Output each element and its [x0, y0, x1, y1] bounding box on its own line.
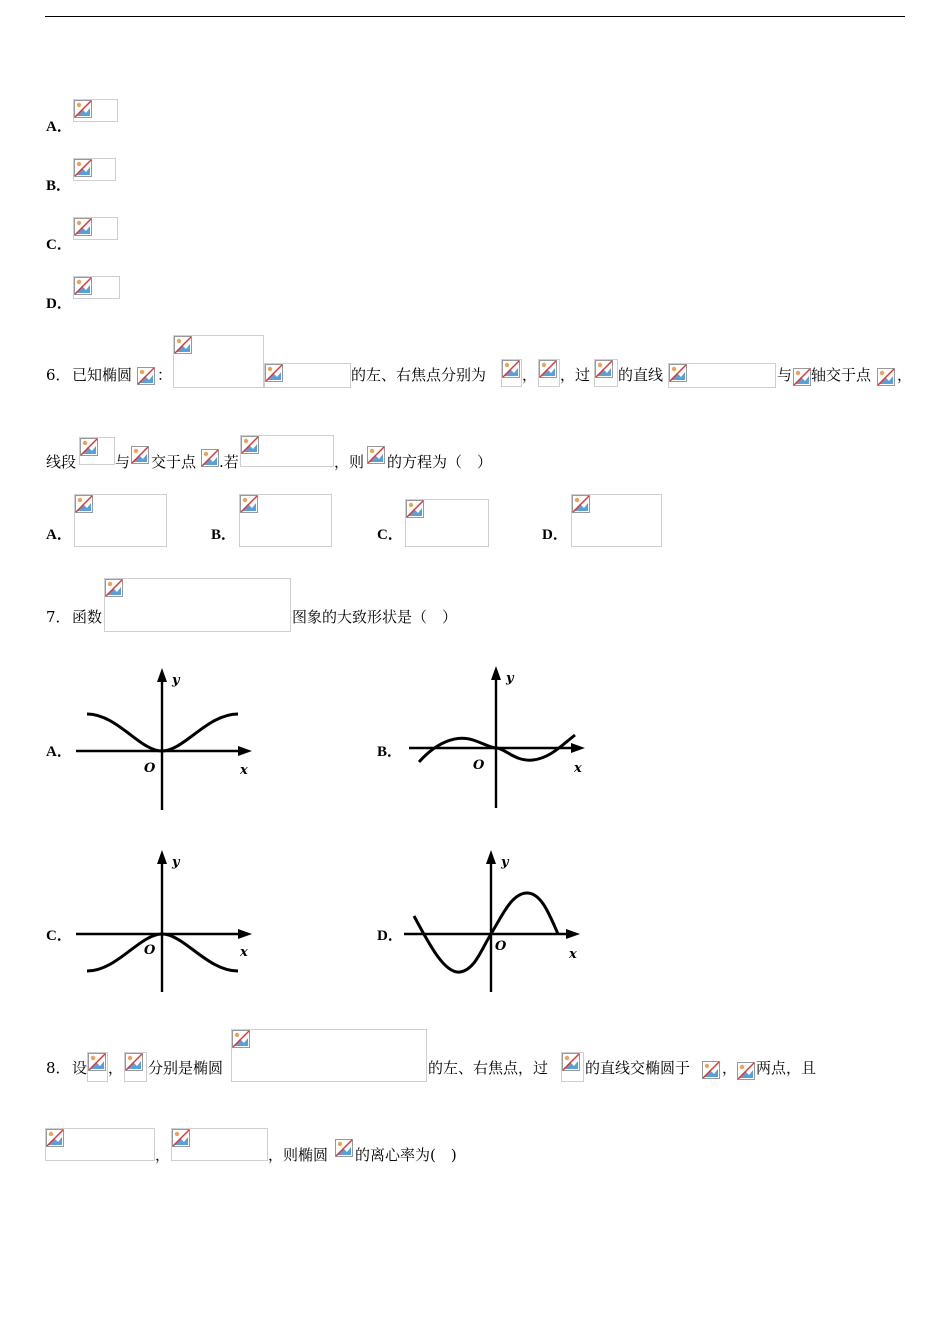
- broken-image-icon: [572, 495, 590, 513]
- q6-option-b: B．: [211, 527, 237, 543]
- q6-option-a-image: [74, 494, 167, 547]
- q6-formula-ellipse: [173, 335, 264, 388]
- q6-text: 与: [777, 366, 793, 384]
- q7-graph-d: [400, 846, 590, 1000]
- x-arrow: [571, 743, 585, 753]
- q6-formula-condition: [264, 363, 351, 388]
- broken-image-icon: [80, 438, 98, 456]
- origin-label: O: [473, 758, 485, 773]
- broken-image-icon: [265, 364, 283, 382]
- x-label: x: [569, 947, 577, 962]
- broken-image-icon: [74, 159, 92, 177]
- q6-text: 已知椭圆: [72, 366, 133, 384]
- broken-image-icon: [406, 500, 424, 518]
- y-label: y: [501, 855, 509, 870]
- broken-image-icon: [240, 495, 258, 513]
- q7-graph-c: [72, 846, 262, 1000]
- curve: [414, 893, 558, 972]
- q6-formula-if: [240, 435, 334, 467]
- q7-option-b: B．: [377, 744, 403, 760]
- broken-image-icon: [877, 368, 895, 386]
- q7-graph-b: [405, 662, 595, 816]
- x-arrow: [566, 929, 580, 939]
- broken-image-icon: [562, 1053, 580, 1071]
- q8-formula-ellipse: [231, 1029, 427, 1082]
- origin-label: O: [495, 939, 507, 954]
- q6-option-d-image: [571, 494, 662, 547]
- broken-image-icon: [105, 579, 123, 597]
- q8-text: 设: [72, 1059, 88, 1077]
- q6-formula-y: [793, 368, 811, 387]
- x-arrow: [238, 929, 252, 939]
- q6-text: 的左、右焦点分别为: [351, 366, 487, 384]
- q6-formula-line: [668, 363, 776, 388]
- q6-formula-f2b: [594, 359, 618, 387]
- broken-image-icon: [137, 367, 155, 385]
- broken-image-icon: [669, 364, 687, 382]
- broken-image-icon: [702, 1061, 720, 1079]
- q6-formula-segment: [79, 437, 115, 465]
- q6-option-c: C．: [377, 527, 403, 543]
- q6-option-c-image: [405, 499, 489, 547]
- q6-formula-c2: [367, 446, 387, 465]
- broken-image-icon: [74, 277, 92, 295]
- q6-option-b-image: [239, 494, 332, 547]
- q8-formula-f2: [124, 1052, 147, 1082]
- q7-graph-a: [72, 662, 262, 816]
- broken-image-icon: [502, 360, 520, 378]
- q8-text: 的直线交椭圆于: [585, 1059, 691, 1077]
- y-arrow: [486, 850, 496, 864]
- q6-formula-c: [137, 367, 157, 387]
- q7-option-d: D．: [377, 928, 403, 944]
- broken-image-icon: [367, 446, 385, 464]
- q7-number: 7．: [46, 608, 71, 626]
- q7-text: 函数: [72, 608, 103, 626]
- q8-formula-f1: [87, 1052, 108, 1082]
- broken-image-icon: [74, 100, 92, 118]
- x-label: x: [240, 763, 248, 778]
- origin-label: O: [144, 761, 156, 776]
- broken-image-icon: [737, 1062, 755, 1080]
- q8-formula-e: [335, 1139, 355, 1159]
- q5-option-a-image: [73, 99, 118, 122]
- broken-image-icon: [793, 368, 811, 386]
- q6-formula-curve: [131, 446, 151, 465]
- q6-text: ，过: [560, 366, 591, 384]
- q5-option-c: C．: [46, 237, 72, 253]
- x-label: x: [574, 761, 582, 776]
- q8-text: 的左、右焦点，过: [428, 1059, 549, 1077]
- q7-option-a: A．: [46, 744, 72, 760]
- broken-image-icon: [74, 218, 92, 236]
- broken-image-icon: [539, 360, 557, 378]
- q8-text: 的离心率为( ): [355, 1146, 457, 1164]
- y-label: y: [172, 673, 180, 688]
- header-rule: [45, 16, 905, 17]
- origin-label: O: [144, 943, 156, 958]
- q8-formula-f2b: [561, 1052, 584, 1082]
- q6-text: 的方程为（ ）: [387, 453, 493, 471]
- q8-text: ，: [722, 1059, 738, 1077]
- x-arrow: [238, 746, 252, 756]
- q6-text: ：: [157, 366, 173, 384]
- broken-image-icon: [335, 1139, 353, 1157]
- broken-image-icon: [595, 360, 613, 378]
- broken-image-icon: [174, 336, 192, 354]
- q5-option-c-image: [73, 217, 118, 240]
- q6-text: .若: [219, 453, 239, 471]
- y-arrow: [157, 668, 167, 682]
- q6-text: 与: [115, 453, 131, 471]
- q6-formula-q: [201, 449, 219, 466]
- q5-option-b-image: [73, 158, 116, 181]
- q8-text: 分别是椭圆: [148, 1059, 224, 1077]
- q5-option-d: D．: [46, 296, 72, 312]
- q8-number: 8．: [46, 1059, 71, 1077]
- q8-formula-b: [737, 1062, 756, 1082]
- q7-text: 图象的大致形状是（ ）: [292, 608, 458, 626]
- q5-option-a: A．: [46, 119, 72, 135]
- q6-formula-f2: [538, 359, 560, 387]
- q6-text: 的直线: [618, 366, 664, 384]
- q8-text: 两点，且: [756, 1059, 817, 1077]
- broken-image-icon: [241, 436, 259, 454]
- q6-text: 交于点: [151, 453, 197, 471]
- q6-formula-f1: [501, 359, 522, 387]
- broken-image-icon: [232, 1030, 250, 1048]
- q6-number: 6．: [46, 366, 71, 384]
- q6-text: ，: [522, 366, 538, 384]
- x-label: x: [240, 945, 248, 960]
- q5-option-d-image: [73, 276, 120, 299]
- broken-image-icon: [131, 446, 149, 464]
- q8-text: ，则椭圆: [268, 1146, 329, 1164]
- q8-formula-cond1: [45, 1128, 155, 1161]
- q7-option-c: C．: [46, 928, 72, 944]
- y-label: y: [506, 671, 514, 686]
- q6-text: ，: [897, 366, 913, 384]
- q8-formula-a: [702, 1061, 722, 1082]
- q6-option-d: D．: [542, 527, 568, 543]
- broken-image-icon: [125, 1053, 143, 1071]
- q7-formula-function: [104, 578, 291, 632]
- broken-image-icon: [46, 1129, 64, 1147]
- broken-image-icon: [201, 449, 219, 467]
- y-label: y: [172, 855, 180, 870]
- q8-formula-cond2: [171, 1128, 268, 1161]
- q6-text: 轴交于点: [811, 366, 872, 384]
- broken-image-icon: [172, 1129, 190, 1147]
- broken-image-icon: [75, 495, 93, 513]
- y-arrow: [491, 666, 501, 680]
- broken-image-icon: [88, 1053, 106, 1071]
- q6-text: ，则: [334, 453, 365, 471]
- q6-text: 线段: [46, 453, 77, 471]
- q8-text: ，: [155, 1146, 171, 1164]
- q5-option-b: B．: [46, 178, 72, 194]
- q6-option-a: A．: [46, 527, 72, 543]
- q6-formula-point: [877, 368, 897, 387]
- y-arrow: [157, 850, 167, 864]
- q8-text: ，: [108, 1059, 124, 1077]
